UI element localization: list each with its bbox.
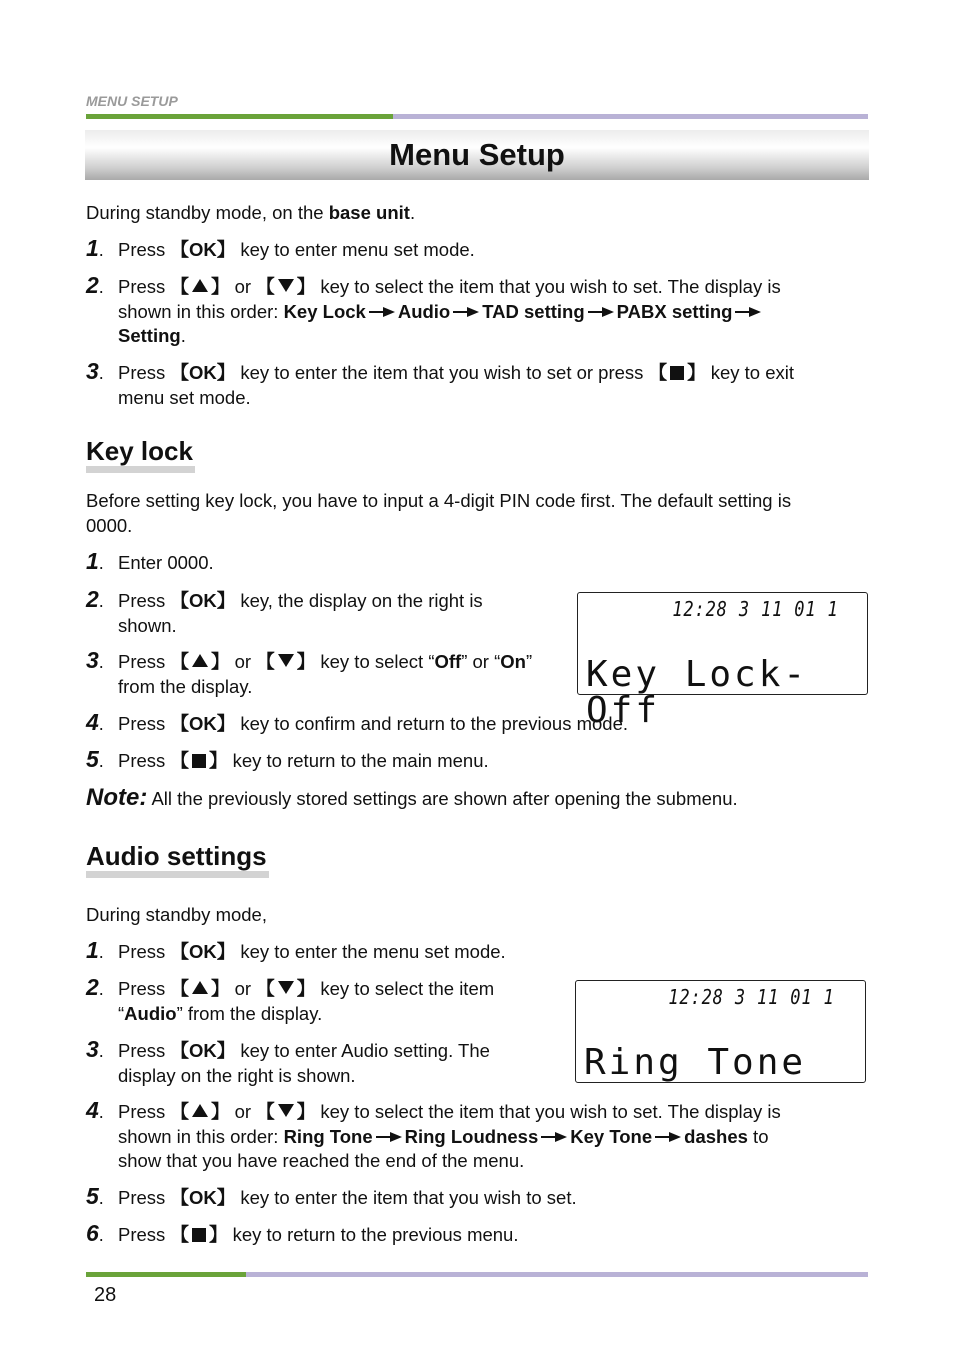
right-arrow-icon [376, 1131, 402, 1143]
footer-rule-purple [246, 1272, 868, 1277]
menu-step-1: Press 【OK】 key to enter menu set mode. [118, 238, 475, 263]
audio-intro: During standby mode, [86, 904, 267, 925]
key-lock-step-4: Press 【OK】 key to confirm and return to the previous mode. [118, 713, 629, 734]
right-arrow-icon [453, 306, 479, 318]
page-number: 28 [94, 1284, 117, 1306]
title-band [85, 130, 869, 180]
step-number: 1. [86, 548, 104, 574]
up-arrow-icon [192, 1104, 208, 1117]
lcd-display-ring-tone [575, 980, 866, 1083]
right-arrow-icon [735, 306, 761, 318]
audio-step-2: Press 【 】 or 【 】 key to select the item “Audio” from the display. [118, 978, 495, 1024]
audio-step-1: Press 【OK】 key to enter the menu set mode. [118, 941, 506, 962]
key-lock-step-2: Press 【OK】 key, the display on the right is shown. [118, 590, 483, 636]
key-lock-step-3: Press 【 】 or 【 】 key to select “Off” or “On” from the display. [118, 651, 533, 697]
step-number: 2. [86, 974, 104, 1000]
lcd-time: 12:28 3 11 01 1 [668, 985, 835, 1009]
down-arrow-icon [278, 279, 294, 292]
key-lock-intro: Before setting key lock, you have to input a 4-digit PIN code first. The default setting is 0000. [86, 490, 792, 536]
lcd-text: Ring Tone [584, 1042, 807, 1083]
section-label: MENU SETUP [86, 93, 178, 109]
section-heading-key-lock: Key lock [86, 436, 195, 473]
right-arrow-icon [369, 306, 395, 318]
menu-step-3: Press 【OK】 key to enter the item that you wish to set or press 【 】 key to exit menu set mode. [118, 362, 795, 408]
header-rule-purple [393, 114, 868, 119]
menu-step-2: Press 【 】 or 【 】 key to select the item that you wish to set. The display is shown in this order: Key Lock Audio TAD setting PABX setting Setting. [118, 276, 781, 346]
page-title: Menu Setup [389, 137, 565, 172]
right-arrow-icon [541, 1131, 567, 1143]
down-arrow-icon [278, 1104, 294, 1117]
ok-key: 【OK】 [170, 239, 236, 260]
stop-key-icon [192, 1228, 206, 1242]
intro-text: During standby mode, on the base unit. [86, 202, 416, 223]
step-number: 2. [86, 586, 104, 612]
header-rule-green [86, 114, 393, 119]
down-arrow-icon [278, 981, 294, 994]
up-arrow-icon [192, 279, 208, 292]
step-number: 6. [86, 1220, 104, 1246]
up-arrow-icon [192, 981, 208, 994]
note: Note: All the previously stored settings are shown after opening the submenu. [86, 784, 738, 811]
stop-key-icon [670, 366, 684, 380]
audio-step-6: Press 【 】 key to return to the previous menu. [118, 1224, 519, 1245]
key-lock-step-5: Press 【 】 key to return to the main menu. [118, 750, 489, 771]
step-number: 3. [86, 358, 104, 384]
lcd-text: Key Lock-Off [586, 654, 809, 731]
step-number: 4. [86, 1097, 104, 1123]
step-number: 5. [86, 746, 104, 772]
right-arrow-icon [588, 306, 614, 318]
down-arrow-icon [278, 654, 294, 667]
footer-rule-green [86, 1272, 246, 1277]
right-arrow-icon [655, 1131, 681, 1143]
step-number: 2. [86, 272, 104, 298]
step-number: 1. [86, 937, 104, 963]
step-number: 1. [86, 235, 104, 261]
lcd-display-key-lock [577, 592, 868, 731]
section-heading-audio-settings: Audio settings [86, 841, 269, 878]
key-lock-step-1: Enter 0000. [118, 552, 214, 573]
audio-step-3: Press 【OK】 key to enter Audio setting. The display on the right is shown. [118, 1040, 490, 1086]
step-number: 5. [86, 1183, 104, 1209]
stop-key-icon [192, 754, 206, 768]
lcd-time: 12:28 3 11 01 1 [672, 597, 839, 621]
audio-step-5: Press 【OK】 key to enter the item that you wish to set. [118, 1187, 577, 1208]
step-number: 3. [86, 647, 104, 673]
up-arrow-icon [192, 654, 208, 667]
step-number: 3. [86, 1036, 104, 1062]
step-number: 4. [86, 709, 104, 735]
audio-step-4: Press 【 】 or 【 】 key to select the item that you wish to set. The display is shown in this order: Ring Tone Ring Loudness Key Tone dashes to show that you have reached the end of the menu. [118, 1101, 781, 1171]
